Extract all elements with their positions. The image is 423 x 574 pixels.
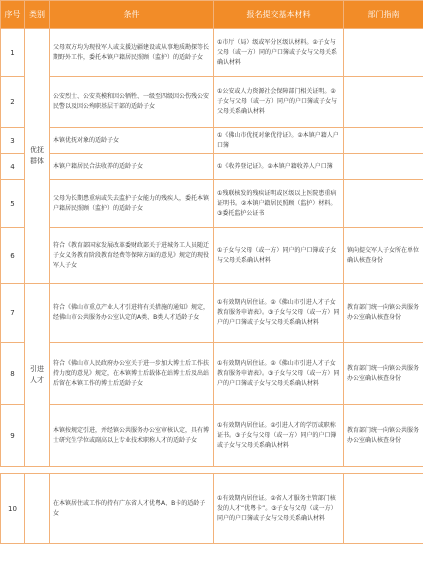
row-number: 9: [1, 405, 25, 467]
row-materials: ①有效期内居住证。②《佛山市引进人才子女教育服务申请表》。③子女与父母（或一方）同户的户口簿或子女与父母关系确认材料: [214, 343, 344, 405]
row-materials: ①公安或人力资源社会保障部门相关证明。②子女与父母（或一方）同户的户口簿或子女与父母关系确认材料: [214, 77, 344, 128]
category-talent: 引进人才: [25, 284, 50, 467]
row-number: 2: [1, 77, 25, 128]
row-gap: [1, 467, 423, 474]
row-condition: 公安烈士、公安英模和因公牺牲、一级至四级因公伤残公安民警以及因公殉职基层干部的适龄子女: [50, 77, 214, 128]
row-department: [344, 474, 423, 544]
table-row: [1, 29, 423, 77]
row-condition: 本镇优抚对象的适龄子女: [50, 128, 214, 154]
row-number: 8: [1, 343, 25, 405]
row-number: 5: [1, 180, 25, 228]
row-materials: ①《收养登记证》。②本镇户籍收养人户口簿: [214, 154, 344, 180]
row-materials: ①市厅（局）级或军分区级认材料。②子女与父母（或一方）同的户口簿或子女与父母关系确认材料: [214, 29, 344, 77]
row-condition: 符合《教育部国家发展改革委财政部关于进城务工人员随迁子女义务教育阶段教育经费等保障方面的意见》规定的现役军人子女: [50, 228, 214, 284]
row-materials: ①残联核发的残疾证明或区级以上医院患重病证明书。②本镇户籍居民照顾（监护）材料。③委托监护公证书: [214, 180, 344, 228]
table-row: [1, 405, 423, 467]
table-row: [1, 154, 423, 180]
row-condition: 本镇户籍居民合法收养的适龄子女: [50, 154, 214, 180]
row-number: 6: [1, 228, 25, 284]
row-department: 教育部门统一向镇公共服务办公室确认核查身份: [344, 343, 423, 405]
row-department: [344, 77, 423, 128]
table-header-row: [1, 1, 423, 29]
row-materials: ①有效期内居住证。②省人才服务主管部门核发的人才“优粤卡”。③子女与父母（或一方）同户的户口簿或子女与父母关系确认材料: [214, 474, 344, 544]
row-number: 10: [1, 474, 25, 544]
row-department: [344, 154, 423, 180]
table-row: [1, 284, 423, 343]
row-department: 教育部门统一向镇公共服务办公室确认核查身份: [344, 405, 423, 467]
row-number: 4: [1, 154, 25, 180]
header-materials: 报名提交基本材料: [214, 1, 344, 29]
category-youfu: 优抚群体: [25, 29, 50, 284]
table-row: [1, 180, 423, 228]
row-condition: 父母为长期患重病或失去监护子女能力的残疾人，委托本镇户籍居民照顾（监护）的适龄子女: [50, 180, 214, 228]
row-materials: ①《佛山市优抚对象优待证》。②本镇户籍人户口簿: [214, 128, 344, 154]
row-materials: ①子女与父母（或一方）同户的户口簿或子女与父母关系确认材料: [214, 228, 344, 284]
category-empty: [25, 474, 50, 544]
row-department: [344, 29, 423, 77]
table-row: [1, 474, 423, 544]
row-condition: 本镇按规定引进，并经镇公共服务办公室审核认定，具有博士研究生学位或副高以上专业技术职称人才的适龄子女: [50, 405, 214, 467]
header-category: 类别: [25, 1, 50, 29]
row-materials: ①有效期内居住证。②引进人才的学历或职称证书。③子女与父母（或一方）同户的户口簿或子女与父母关系确认材料: [214, 405, 344, 467]
header-condition: 条件: [50, 1, 214, 29]
row-department: 镇向提交军人子女所在单位确认核查身份: [344, 228, 423, 284]
row-number: 1: [1, 29, 25, 77]
row-department: 教育部门统一向镇公共服务办公室确认核查身份: [344, 284, 423, 343]
table-row: [1, 128, 423, 154]
row-materials: ①有效期内居住证。②《佛山市引进人才子女教育服务申请表》。③子女与父母（或一方）同户的户口簿或子女与父母关系确认材料: [214, 284, 344, 343]
row-department: [344, 180, 423, 228]
row-number: 7: [1, 284, 25, 343]
header-no: 序号: [1, 1, 25, 29]
row-department: [344, 128, 423, 154]
row-gap-cell: [1, 467, 423, 474]
row-condition: 符合《佛山市人民政府办公室关于进一步加大博士后工作扶持力度的意见》规定，在本镇博士后载体在站博士后及出站后留在本镇工作的博士后适龄子女: [50, 343, 214, 405]
header-department: 部门指南: [344, 1, 423, 29]
table-row: [1, 343, 423, 405]
row-condition: 符合《佛山市重点产业人才引进将有关措施的通知》规定，经佛山市公共服务办公室认定的A类、B类人才适龄子女: [50, 284, 214, 343]
row-condition: 父母双方均为现役军人或支援边疆建设或从事地质勘探等长期野外工作，委托本镇户籍居民照顾（监护）的适龄子女: [50, 29, 214, 77]
table-row: [1, 77, 423, 128]
table-row: [1, 228, 423, 284]
row-number: 3: [1, 128, 25, 154]
row-condition: 在本镇居住或工作的持有广东省人才优粤A、B卡的适龄子女: [50, 474, 214, 544]
